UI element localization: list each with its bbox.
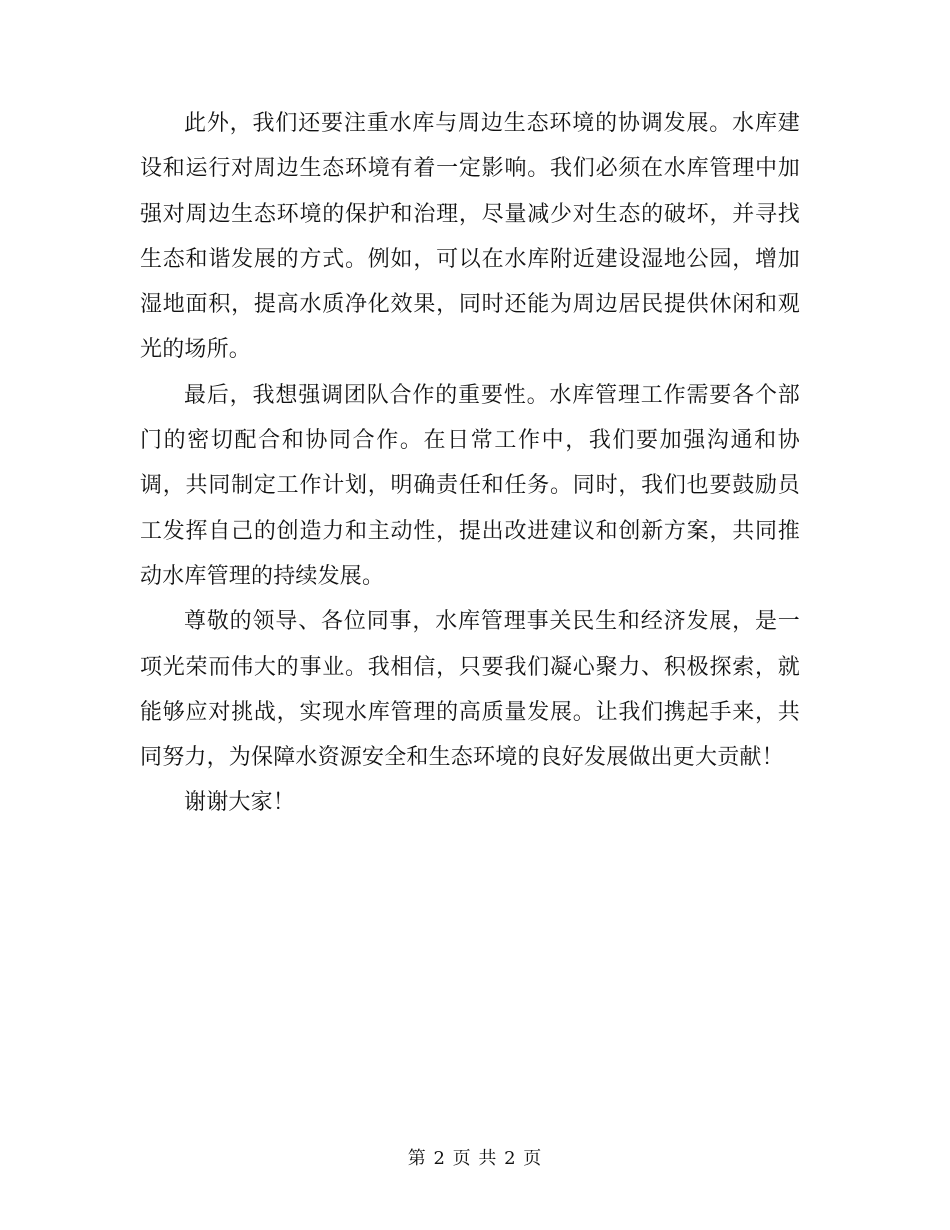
page-number-footer: 第 2 页 共 2 页 [407,1148,543,1169]
document-body [140,101,800,826]
paragraph-thanks: 谢谢大家！ [184,790,296,816]
paragraph-teamwork: 最后，我想强调团队合作的重要性。水库管理工作需要各个部门的密切配合和协同合作。在日常工作中，我们要加强沟通和协调，共同制定工作计划，明确责任和任务。同时，我们也要鼓励员工发挥自己的创造力和主动性，提出改进建议和创新方案，共同推动水库管理的持续发展。 [140,382,800,589]
paragraph-ecology: 此外，我们还要注重水库与周边生态环境的协调发展。水库建设和运行对周边生态环境有着一定影响。我们必须在水库管理中加强对周边生态环境的保护和治理，尽量减少对生态的破坏，并寻找生态和谐发展的方式。例如，可以在水库附近建设湿地公园，增加湿地面积，提高水质净化效果，同时还能为周边居民提供休闲和观光的场所。 [140,111,800,363]
paragraph-conclusion: 尊敬的领导、各位同事，水库管理事关民生和经济发展，是一项光荣而伟大的事业。我相信，只要我们凝心聚力、积极探索，就能够应对挑战，实现水库管理的高质量发展。让我们携起手来，共同努力，为保障水资源安全和生态环境的良好发展做出更大贡献！ [140,609,800,771]
